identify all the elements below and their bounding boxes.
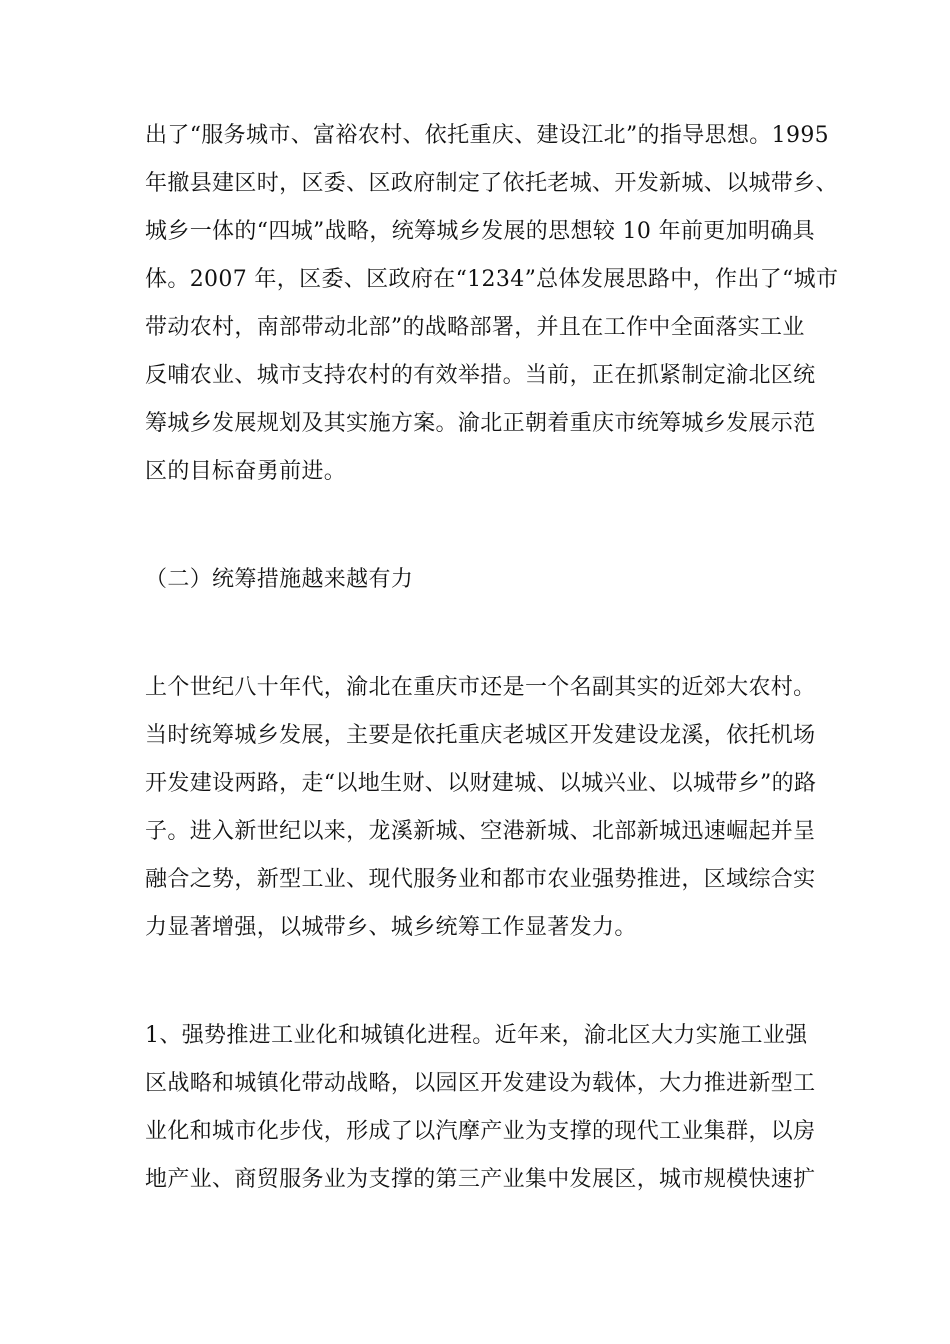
heading-text: （二）统筹措施越来越有力 <box>145 567 414 592</box>
text-line: 开发建设两路，走“以地生财、以财建城、以城兴业、以城带乡”的路 <box>145 771 817 796</box>
paragraph <box>145 1012 816 1204</box>
section-heading <box>145 556 810 604</box>
text-line: 出了“服务城市、富裕农村、依托重庆、建设江北”的指导思想。1995 <box>145 123 830 148</box>
text-line: 融合之势，新型工业、现代服务业和都市农业强势推进，区域综合实 <box>145 867 816 892</box>
paragraph <box>145 664 817 952</box>
text-line: 体。2007 年，区委、区政府在“1234”总体发展思路中，作出了“城市 <box>145 267 839 292</box>
text-line: 区战略和城镇化带动战略，以园区开发建设为载体，大力推进新型工 <box>145 1071 816 1096</box>
paragraph-gap <box>145 604 810 664</box>
text-line: 地产业、商贸服务业为支撑的第三产业集中发展区，城市规模快速扩 <box>145 1167 816 1192</box>
text-line: 区的目标奋勇前进。 <box>145 459 347 484</box>
document-body <box>145 112 839 1204</box>
text-line: 带动农村，南部带动北部”的战略部署，并且在工作中全面落实工业 <box>145 315 805 340</box>
text-line: 筹城乡发展规划及其实施方案。渝北正朝着重庆市统筹城乡发展示范 <box>145 411 816 436</box>
text-line: 年撤县建区时，区委、区政府制定了依托老城、开发新城、以城带乡、 <box>145 171 838 196</box>
text-line: 力显著增强，以城带乡、城乡统筹工作显著发力。 <box>145 915 637 940</box>
text-line: 业化和城市化步伐，形成了以汽摩产业为支撑的现代工业集群，以房 <box>145 1119 816 1144</box>
text-line: 子。进入新世纪以来，龙溪新城、空港新城、北部新城迅速崛起并呈 <box>145 819 816 844</box>
paragraph-gap <box>145 952 810 1012</box>
text-line: 反哺农业、城市支持农村的有效举措。当前，正在抓紧制定渝北区统 <box>145 363 816 388</box>
text-line: 当时统筹城乡发展，主要是依托重庆老城区开发建设龙溪，依托机场 <box>145 723 816 748</box>
paragraph-gap <box>145 496 810 556</box>
text-line: 上个世纪八十年代，渝北在重庆市还是一个名副其实的近郊大农村。 <box>145 675 816 700</box>
text-line: 城乡一体的“四城”战略，统筹城乡发展的思想较 10 年前更加明确具 <box>145 219 816 244</box>
text-line: 1、强势推进工业化和城镇化进程。近年来，渝北区大力实施工业强 <box>145 1023 808 1048</box>
paragraph <box>145 112 839 496</box>
